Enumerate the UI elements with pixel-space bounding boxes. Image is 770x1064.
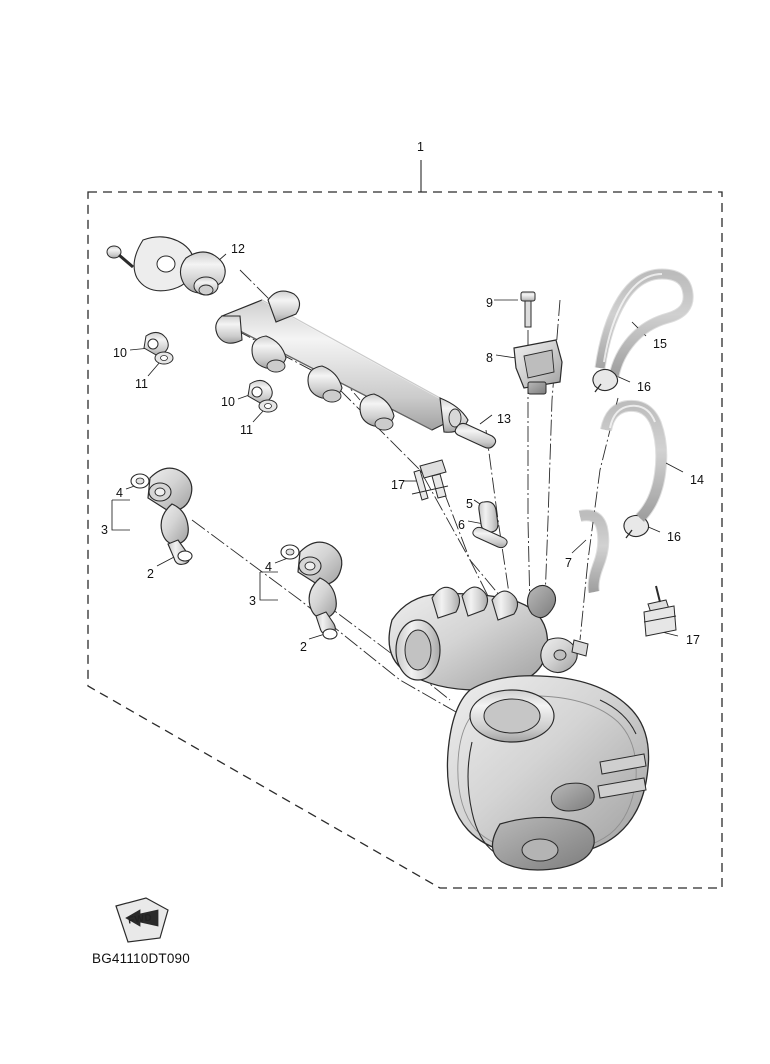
callout-2-middle: 2 <box>300 640 307 654</box>
fuel-rail <box>216 291 468 432</box>
part-17-clamp-lower <box>644 586 676 636</box>
callout-3-left: 3 <box>101 523 108 537</box>
callout-1: 1 <box>417 140 424 154</box>
part-9-bolt <box>521 292 535 327</box>
part-3-4-injector-middle <box>281 542 342 639</box>
callout-13: 13 <box>497 412 511 426</box>
engine-case <box>447 676 648 870</box>
callout-10-lower: 10 <box>221 395 235 409</box>
callout-4-middle: 4 <box>265 560 272 574</box>
callout-9: 9 <box>486 296 493 310</box>
callout-5: 5 <box>466 497 473 511</box>
callout-17-upper: 17 <box>391 478 405 492</box>
callout-12: 12 <box>231 242 245 256</box>
part-12-fuel-rail-seal <box>107 237 225 295</box>
callout-15: 15 <box>653 337 667 351</box>
part-14-vacuum-hose <box>606 406 661 518</box>
callout-11-lower: 11 <box>240 423 253 437</box>
part-16-hose-clamp-upper <box>593 369 618 392</box>
fwd-label: FWD <box>127 912 153 927</box>
part-8-sensor-bracket <box>514 340 562 394</box>
callout-6: 6 <box>458 518 465 532</box>
callout-8: 8 <box>486 351 493 365</box>
callout-4-left: 4 <box>116 486 123 500</box>
callout-16-lower: 16 <box>667 530 681 544</box>
callout-2-left: 2 <box>147 567 154 581</box>
part-10-11-bolt-washer-upper <box>144 332 173 364</box>
callout-3-middle: 3 <box>249 594 256 608</box>
callout-7: 7 <box>565 556 572 570</box>
part-7-fuel-hose <box>580 515 603 592</box>
part-code-label: BG41110DT090 <box>92 951 190 966</box>
throttle-body-assembly <box>389 585 588 690</box>
part-13-sleeve <box>455 423 495 448</box>
callout-17-lower: 17 <box>686 633 700 647</box>
part-17-clamp-upper <box>412 460 448 500</box>
part-3-4-injector-left <box>131 468 192 564</box>
callout-16-upper: 16 <box>637 380 651 394</box>
callout-10-upper: 10 <box>113 346 127 360</box>
part-10-11-bolt-washer-lower <box>248 380 277 412</box>
callout-14: 14 <box>690 473 704 487</box>
callout-11-upper: 11 <box>135 377 148 391</box>
part-15-breather-hose <box>600 274 688 376</box>
